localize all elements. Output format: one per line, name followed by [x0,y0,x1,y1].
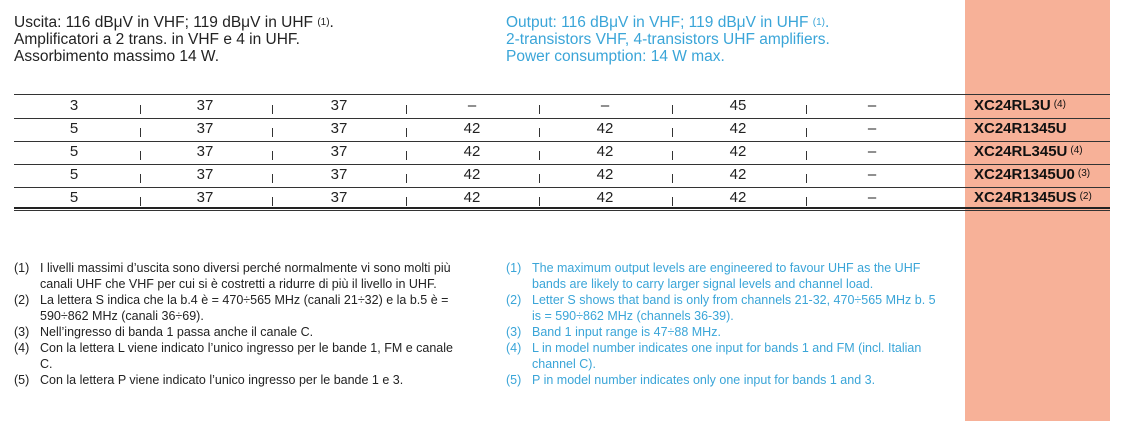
column-tick [272,174,273,183]
table-row [14,141,1110,165]
model-code-text: XC24RL3U [974,97,1051,114]
table-cell: 42 [729,120,747,137]
model-code [974,120,1067,137]
footnote-number: (2) [14,293,30,307]
model-code-text: XC24R1345US [974,189,1077,206]
footnote [506,260,938,292]
column-tick [539,174,540,183]
column-tick [806,174,807,183]
table-cell: – [600,97,610,114]
column-tick [672,128,673,137]
notes-english [506,260,938,388]
column-tick [140,151,141,160]
column-tick [272,151,273,160]
footnote-number: (4) [14,341,30,355]
column-tick [806,128,807,137]
table-cell: 42 [729,166,747,183]
table-cell: – [867,166,877,183]
table-cell: 42 [596,120,614,137]
footnote-text: La lettera S indica che la b.4 è = 470÷565 MHz (canali 21÷32) e la b.5 è = 590÷862 MHz (canali 36÷69). [40,293,449,323]
column-tick [539,197,540,206]
table-cell: 5 [69,143,79,160]
footnote [14,292,454,324]
intro-english [506,14,830,65]
footnote [14,260,454,292]
column-tick [672,151,673,160]
model-code [974,143,1083,160]
model-footnote-ref: (4) [1053,99,1066,110]
footnote-number: (1) [14,261,30,275]
table-cell: 5 [69,166,79,183]
footnote-number: (5) [506,373,522,387]
table-row [14,118,1110,142]
model-code-text: XC24R1345U [974,120,1067,137]
table-cell: 42 [729,189,747,206]
table-cell: 5 [69,189,79,206]
footnote [14,340,454,372]
table-cell: 37 [196,189,214,206]
footnote-text: I livelli massimi d’uscita sono diversi perché normalmente vi sono molti più canali UHF che VHF per cui si è costretti a ridurre di più il livello in UHF. [40,261,451,291]
footnote-text: Letter S shows that band is only from channels 21-32, 470÷565 MHz b. 5 is = 590÷862 MHz (channels 36-39). [532,293,936,323]
table-cell: 42 [463,189,481,206]
table-cell: 42 [463,143,481,160]
table-cell: 37 [330,166,348,183]
footnote [14,324,454,340]
column-tick [406,174,407,183]
column-tick [672,105,673,114]
intro-it-line2: Amplificatori a 2 trans. in VHF e 4 in UHF. [14,31,300,48]
intro-en-line3: Power consumption: 14 W max. [506,48,725,65]
table-cell: 37 [196,120,214,137]
column-tick [672,197,673,206]
footnote-number: (3) [14,325,30,339]
model-code [974,166,1090,183]
footnote [14,372,454,388]
footnote-text: Con la lettera P viene indicato l’unico ingresso per le bande 1 e 3. [40,373,404,387]
column-tick [406,105,407,114]
footnote-text: Nell’ingresso di banda 1 passa anche il canale C. [40,325,314,339]
table-row [14,95,1110,119]
column-tick [539,151,540,160]
column-tick [272,128,273,137]
column-tick [140,128,141,137]
footnote-text: L in model number indicates one input for bands 1 and FM (incl. Italian channel C). [532,341,922,371]
table-cell: 42 [463,120,481,137]
table-cell: – [867,189,877,206]
column-tick [406,151,407,160]
footnote-number: (2) [506,293,522,307]
footnote-number: (1) [506,261,522,275]
model-code [974,189,1092,206]
footnote [506,324,938,340]
table-cell: 37 [330,143,348,160]
footnote-text: P in model number indicates only one input for bands 1 and 3. [532,373,876,387]
notes-italian [14,260,454,388]
footnote-text: The maximum output levels are engineered to favour UHF as the UHF bands are likely to carry larger signal levels and channel load. [532,261,921,291]
column-tick [140,197,141,206]
table-cell: 3 [69,97,79,114]
column-tick [806,197,807,206]
column-tick [806,105,807,114]
footnote [506,292,938,324]
table-cell: 5 [69,120,79,137]
intro-en-line2: 2-transistors VHF, 4-transistors UHF amplifiers. [506,31,830,48]
intro-it-line3: Assorbimento massimo 14 W. [14,48,220,65]
table-cell: 42 [729,143,747,160]
footnote-text: Band 1 input range is 47÷88 MHz. [532,325,721,339]
intro-it-line1: Uscita: 116 dBμV in VHF; 119 dBμV in UHF $^{(1)}$. [14,14,334,31]
footnote [506,340,938,372]
table-cell: – [867,143,877,160]
table-cell: 45 [729,97,747,114]
table-cell: 42 [596,189,614,206]
table-row [14,164,1110,188]
column-tick [140,174,141,183]
table-cell: – [467,97,477,114]
footnote-text: Con la lettera L viene indicato l’unico ingresso per le bande 1, FM e canale C. [40,341,453,371]
table-cell: 37 [196,97,214,114]
intro-en-line1: Output: 116 dBμV in VHF; 119 dBμV in UHF $^{(1)}$. [506,14,830,31]
table-cell: 37 [330,189,348,206]
table-cell: – [867,120,877,137]
column-tick [672,174,673,183]
column-tick [539,128,540,137]
column-tick [806,151,807,160]
footnote-number: (5) [14,373,30,387]
footnote-number: (4) [506,341,522,355]
table-cell: 42 [596,143,614,160]
model-footnote-ref: (2) [1079,191,1092,202]
footnote [506,372,938,388]
table-cell: – [867,97,877,114]
column-tick [539,105,540,114]
table-cell: 42 [463,166,481,183]
table-cell: 37 [330,120,348,137]
model-footnote-ref: (3) [1077,168,1091,179]
table-cell: 37 [196,166,214,183]
model-code [974,97,1066,114]
table-bottom-rule [14,207,1110,209]
column-tick [406,128,407,137]
footnote-number: (3) [506,325,522,339]
table-cell: 37 [330,97,348,114]
column-tick [272,105,273,114]
model-code-text: XC24R1345U0 [974,166,1075,183]
intro-italian [14,14,334,65]
column-tick [406,197,407,206]
model-footnote-ref: (4) [1070,145,1083,156]
model-code-text: XC24RL345U [974,143,1068,160]
column-tick [140,105,141,114]
table-cell: 42 [596,166,614,183]
column-tick [272,197,273,206]
table-cell: 37 [196,143,214,160]
